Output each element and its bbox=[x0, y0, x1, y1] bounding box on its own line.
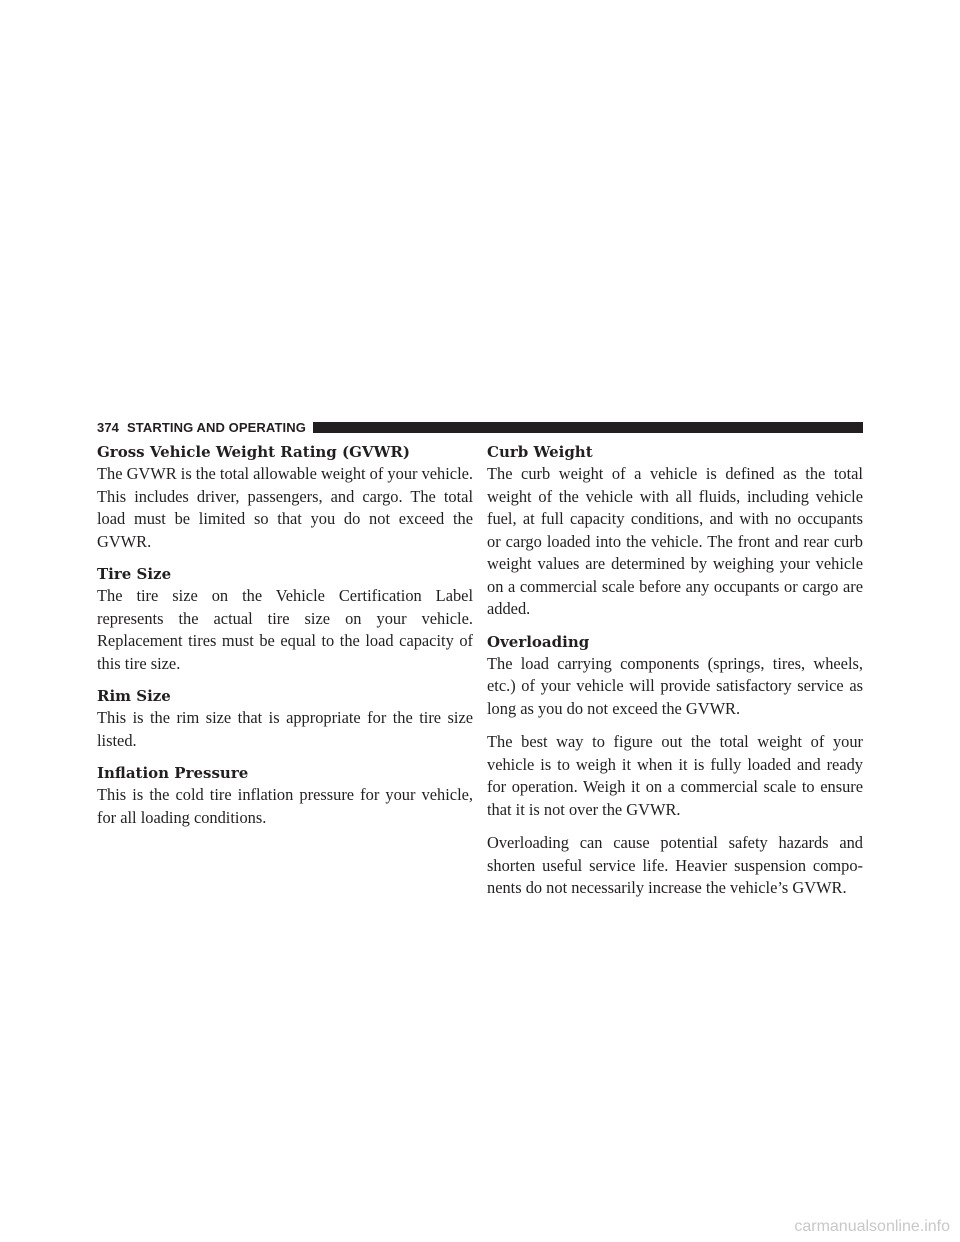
heading-curb-weight: Curb Weight bbox=[487, 443, 593, 461]
page-header bbox=[97, 419, 863, 435]
section-title: STARTING AND OPERATING bbox=[127, 419, 306, 435]
paragraph-overloading-2: The best way to figure out the total weight of your vehicle is to weigh it when it is fully loaded and ready for operation. Weigh it on a commercial scale to ensure that it is not over the GVWR. bbox=[487, 732, 863, 819]
left-column bbox=[97, 442, 473, 840]
heading-overloading: Overloading bbox=[487, 632, 590, 651]
paragraph-gvwr: The GVWR is the total allowable weight of your vehicle. This includes driver, passengers, and cargo. The total load must be limited so that you do not exceed the GVWR. bbox=[97, 464, 473, 551]
paragraph-curb-weight: The curb weight of a vehicle is defined as the total weight of the vehicle with all fluids, including vehicle fuel, at full capacity conditions, and with no occupants or cargo loaded into the vehicle. The front and rear curb weight values are determined by weighing your vehicle on a commercial scale before any occupants or cargo are added. bbox=[487, 464, 863, 618]
paragraph-overloading-3: Overloading can cause potential safety hazards and shorten useful service life. Heavier suspension compo-nents do not necessarily increase the vehicle’s GVWR. bbox=[487, 833, 863, 897]
heading-rim-size: Rim Size bbox=[97, 687, 171, 705]
right-column bbox=[487, 442, 863, 911]
paragraph-tire-size: The tire size on the Vehicle Certification Label represents the actual tire size on your vehicle. Replacement tires must be equal to the load capacity of this tire size. bbox=[97, 586, 473, 673]
heading-gvwr: Gross Vehicle Weight Rating (GVWR) bbox=[97, 443, 410, 461]
heading-tire-size: Tire Size bbox=[97, 565, 172, 583]
page-number: 374 bbox=[97, 419, 119, 435]
watermark: carmanualsonline.info bbox=[794, 1218, 950, 1235]
paragraph-inflation-pressure: This is the cold tire inflation pressure for your vehicle, for all loading conditions. bbox=[97, 785, 473, 827]
header-rule bbox=[313, 422, 863, 433]
paragraph-overloading-1: The load carrying components (springs, tires, wheels, etc.) of your vehicle will provide satisfactory service as long as you do not exceed the GVWR. bbox=[487, 653, 863, 718]
heading-inflation-pressure: Inflation Pressure bbox=[97, 764, 249, 782]
paragraph-rim-size: This is the rim size that is appropriate for the tire size listed. bbox=[97, 708, 473, 750]
